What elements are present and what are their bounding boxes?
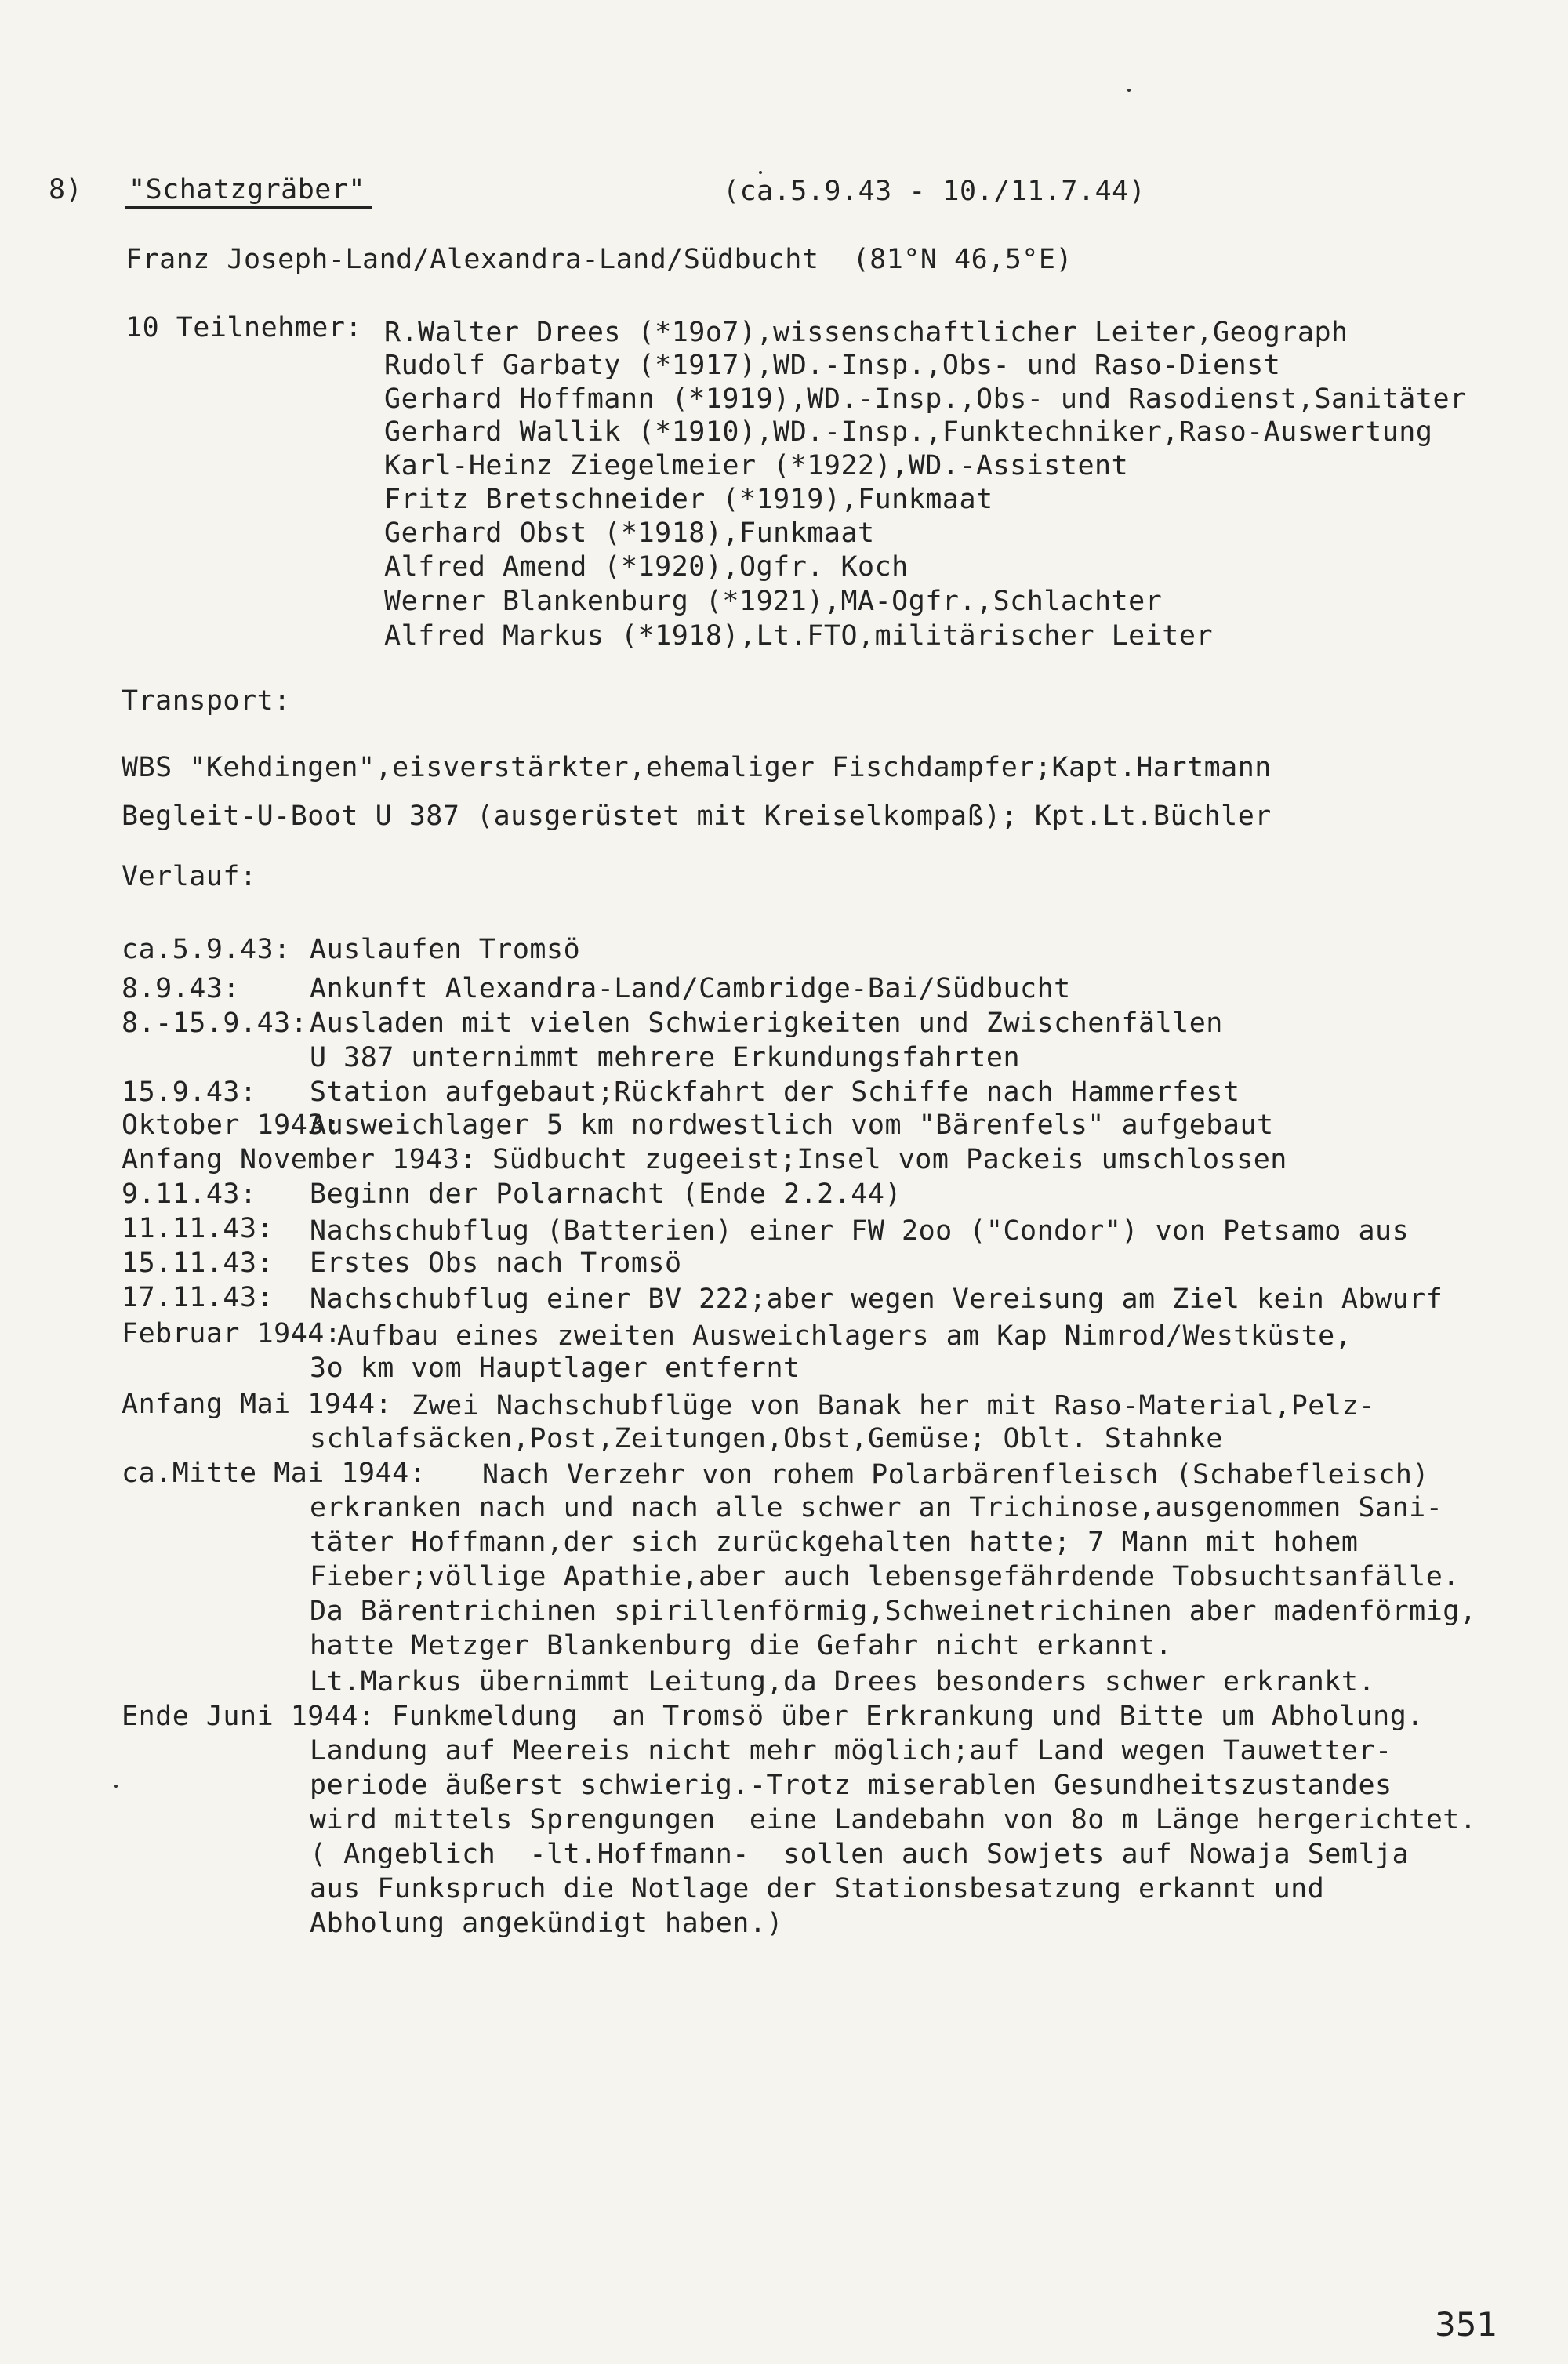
course-text: periode äußerst schwierig.-Trotz miserablen Gesundheitszustandes [310,1770,1392,1801]
participant-item: Alfred Markus (*1918),Lt.FTO,militärischer Leiter [384,620,1214,652]
course-text: Ankunft Alexandra-Land/Cambridge-Bai/Südbucht [310,973,1071,1004]
scan-mark [759,171,762,174]
transport-line: Begleit-U-Boot U 387 (ausgerüstet mit Kreiselkompaß); Kpt.Lt.Büchler [122,801,1272,832]
participants-label: 10 Teilnehmer: [125,312,363,343]
participant-item: Gerhard Obst (*1918),Funkmaat [384,517,875,549]
course-date: 11.11.43: [122,1213,274,1244]
section-title: "Schatzgräber" [125,173,372,209]
course-date: 8.9.43: [122,973,241,1004]
course-date: Anfang November 1943: [122,1144,477,1175]
course-date: 15.11.43: [122,1247,274,1279]
course-text: Zwei Nachschubflüge von Banak her mit Raso-Material,Pelz- [412,1390,1376,1422]
course-date: Oktober 1943: [122,1109,342,1141]
page-number: 351 [1435,2305,1498,2344]
course-date: ca.5.9.43: [122,934,291,965]
course-text: schlafsäcken,Post,Zeitungen,Obst,Gemüse; Oblt. Stahnke [310,1423,1223,1454]
participant-item: Fritz Bretschneider (*1919),Funkmaat [384,484,993,515]
course-date: Februar 1944: [122,1318,342,1349]
course-text: Ausladen mit vielen Schwierigkeiten und Zwischenfällen [310,1008,1223,1039]
section-number: 8) [49,174,83,205]
course-text: Funkmeldung an Tromsö über Erkrankung und Bitte um Abholung. [392,1701,1424,1732]
course-text: erkranken nach und nach alle schwer an Trichinose,ausgenommen Sani- [310,1492,1443,1523]
course-text: Station aufgebaut;Rückfahrt der Schiffe nach Hammerfest [310,1077,1240,1108]
course-text: Aufbau eines zweiten Ausweichlagers am Kap Nimrod/Westküste, [337,1320,1352,1352]
course-text: Erstes Obs nach Tromsö [310,1247,682,1279]
course-text: Da Bärentrichinen spirillenförmig,Schweinetrichinen aber madenförmig, [310,1596,1477,1627]
course-text: wird mittels Sprengungen eine Landebahn von 8o m Länge hergerichtet. [310,1804,1477,1836]
course-date: Ende Juni 1944: [122,1701,376,1732]
course-text: Nach Verzehr von rohem Polarbärenfleisch (Schabefleisch) [482,1459,1430,1491]
course-text: hatte Metzger Blankenburg die Gefahr nicht erkannt. [310,1630,1173,1661]
course-date: 15.9.43: [122,1077,257,1108]
participant-item: Gerhard Wallik (*1910),WD.-Insp.,Funktechniker,Raso-Auswertung [384,416,1433,448]
location-line: Franz Joseph-Land/Alexandra-Land/Südbucht (81°N 46,5°E) [125,244,1073,275]
scan-mark [114,1785,118,1788]
participant-item: Rudolf Garbaty (*1917),WD.-Insp.,Obs- und Raso-Dienst [384,350,1281,381]
transport-line: WBS "Kehdingen",eisverstärkter,ehemaliger Fischdampfer;Kapt.Hartmann [122,752,1272,783]
course-label: Verlauf: [122,861,257,892]
course-text: Abholung angekündigt haben.) [310,1908,784,1939]
scan-mark [1127,89,1131,92]
course-text: U 387 unternimmt mehrere Erkundungsfahrten [310,1042,1021,1073]
transport-label: Transport: [122,685,291,717]
course-text: Nachschubflug (Batterien) einer FW 2oo ("Condor") von Petsamo aus [310,1215,1410,1247]
course-text: Ausweichlager 5 km nordwestlich vom "Bärenfels" aufgebaut [310,1109,1274,1141]
course-text: Nachschubflug einer BV 222;aber wegen Vereisung am Ziel kein Abwurf [310,1284,1443,1315]
course-text: Lt.Markus übernimmt Leitung,da Drees besonders schwer erkrankt. [310,1666,1376,1698]
course-date: Anfang Mai 1944: [122,1389,393,1420]
participant-item: R.Walter Drees (*19o7),wissenschaftlicher Leiter,Geograph [384,317,1348,348]
course-text: Auslaufen Tromsö [310,934,581,965]
participant-item: Werner Blankenburg (*1921),MA-Ogfr.,Schlachter [384,586,1163,617]
participant-item: Gerhard Hoffmann (*1919),WD.-Insp.,Obs- und Rasodienst,Sanitäter [384,383,1467,415]
course-text: 3o km vom Hauptlager entfernt [310,1353,800,1384]
course-text: ( Angeblich -lt.Hoffmann- sollen auch Sowjets auf Nowaja Semlja [310,1839,1410,1870]
course-text: aus Funkspruch die Notlage der Stationsbesatzung erkannt und [310,1873,1325,1905]
course-date: 17.11.43: [122,1282,274,1313]
course-text: Fieber;völlige Apathie,aber auch lebensgefährdende Tobsuchtsanfälle. [310,1561,1460,1592]
participant-item: Karl-Heinz Ziegelmeier (*1922),WD.-Assistent [384,450,1129,481]
course-date: 8.-15.9.43: [122,1008,308,1039]
course-date: 9.11.43: [122,1178,257,1210]
course-text: Beginn der Polarnacht (Ende 2.2.44) [310,1178,902,1210]
course-text: täter Hoffmann,der sich zurückgehalten hatte; 7 Mann mit hohem [310,1527,1359,1558]
participant-item: Alfred Amend (*1920),Ogfr. Koch [384,551,909,583]
date-range: (ca.5.9.43 - 10./11.7.44) [723,176,1146,207]
course-date: ca.Mitte Mai 1944: [122,1458,426,1489]
course-text: Südbucht zugeeist;Insel vom Packeis umschlossen [492,1144,1287,1175]
course-text: Landung auf Meereis nicht mehr möglich;auf Land wegen Tauwetter- [310,1735,1392,1767]
